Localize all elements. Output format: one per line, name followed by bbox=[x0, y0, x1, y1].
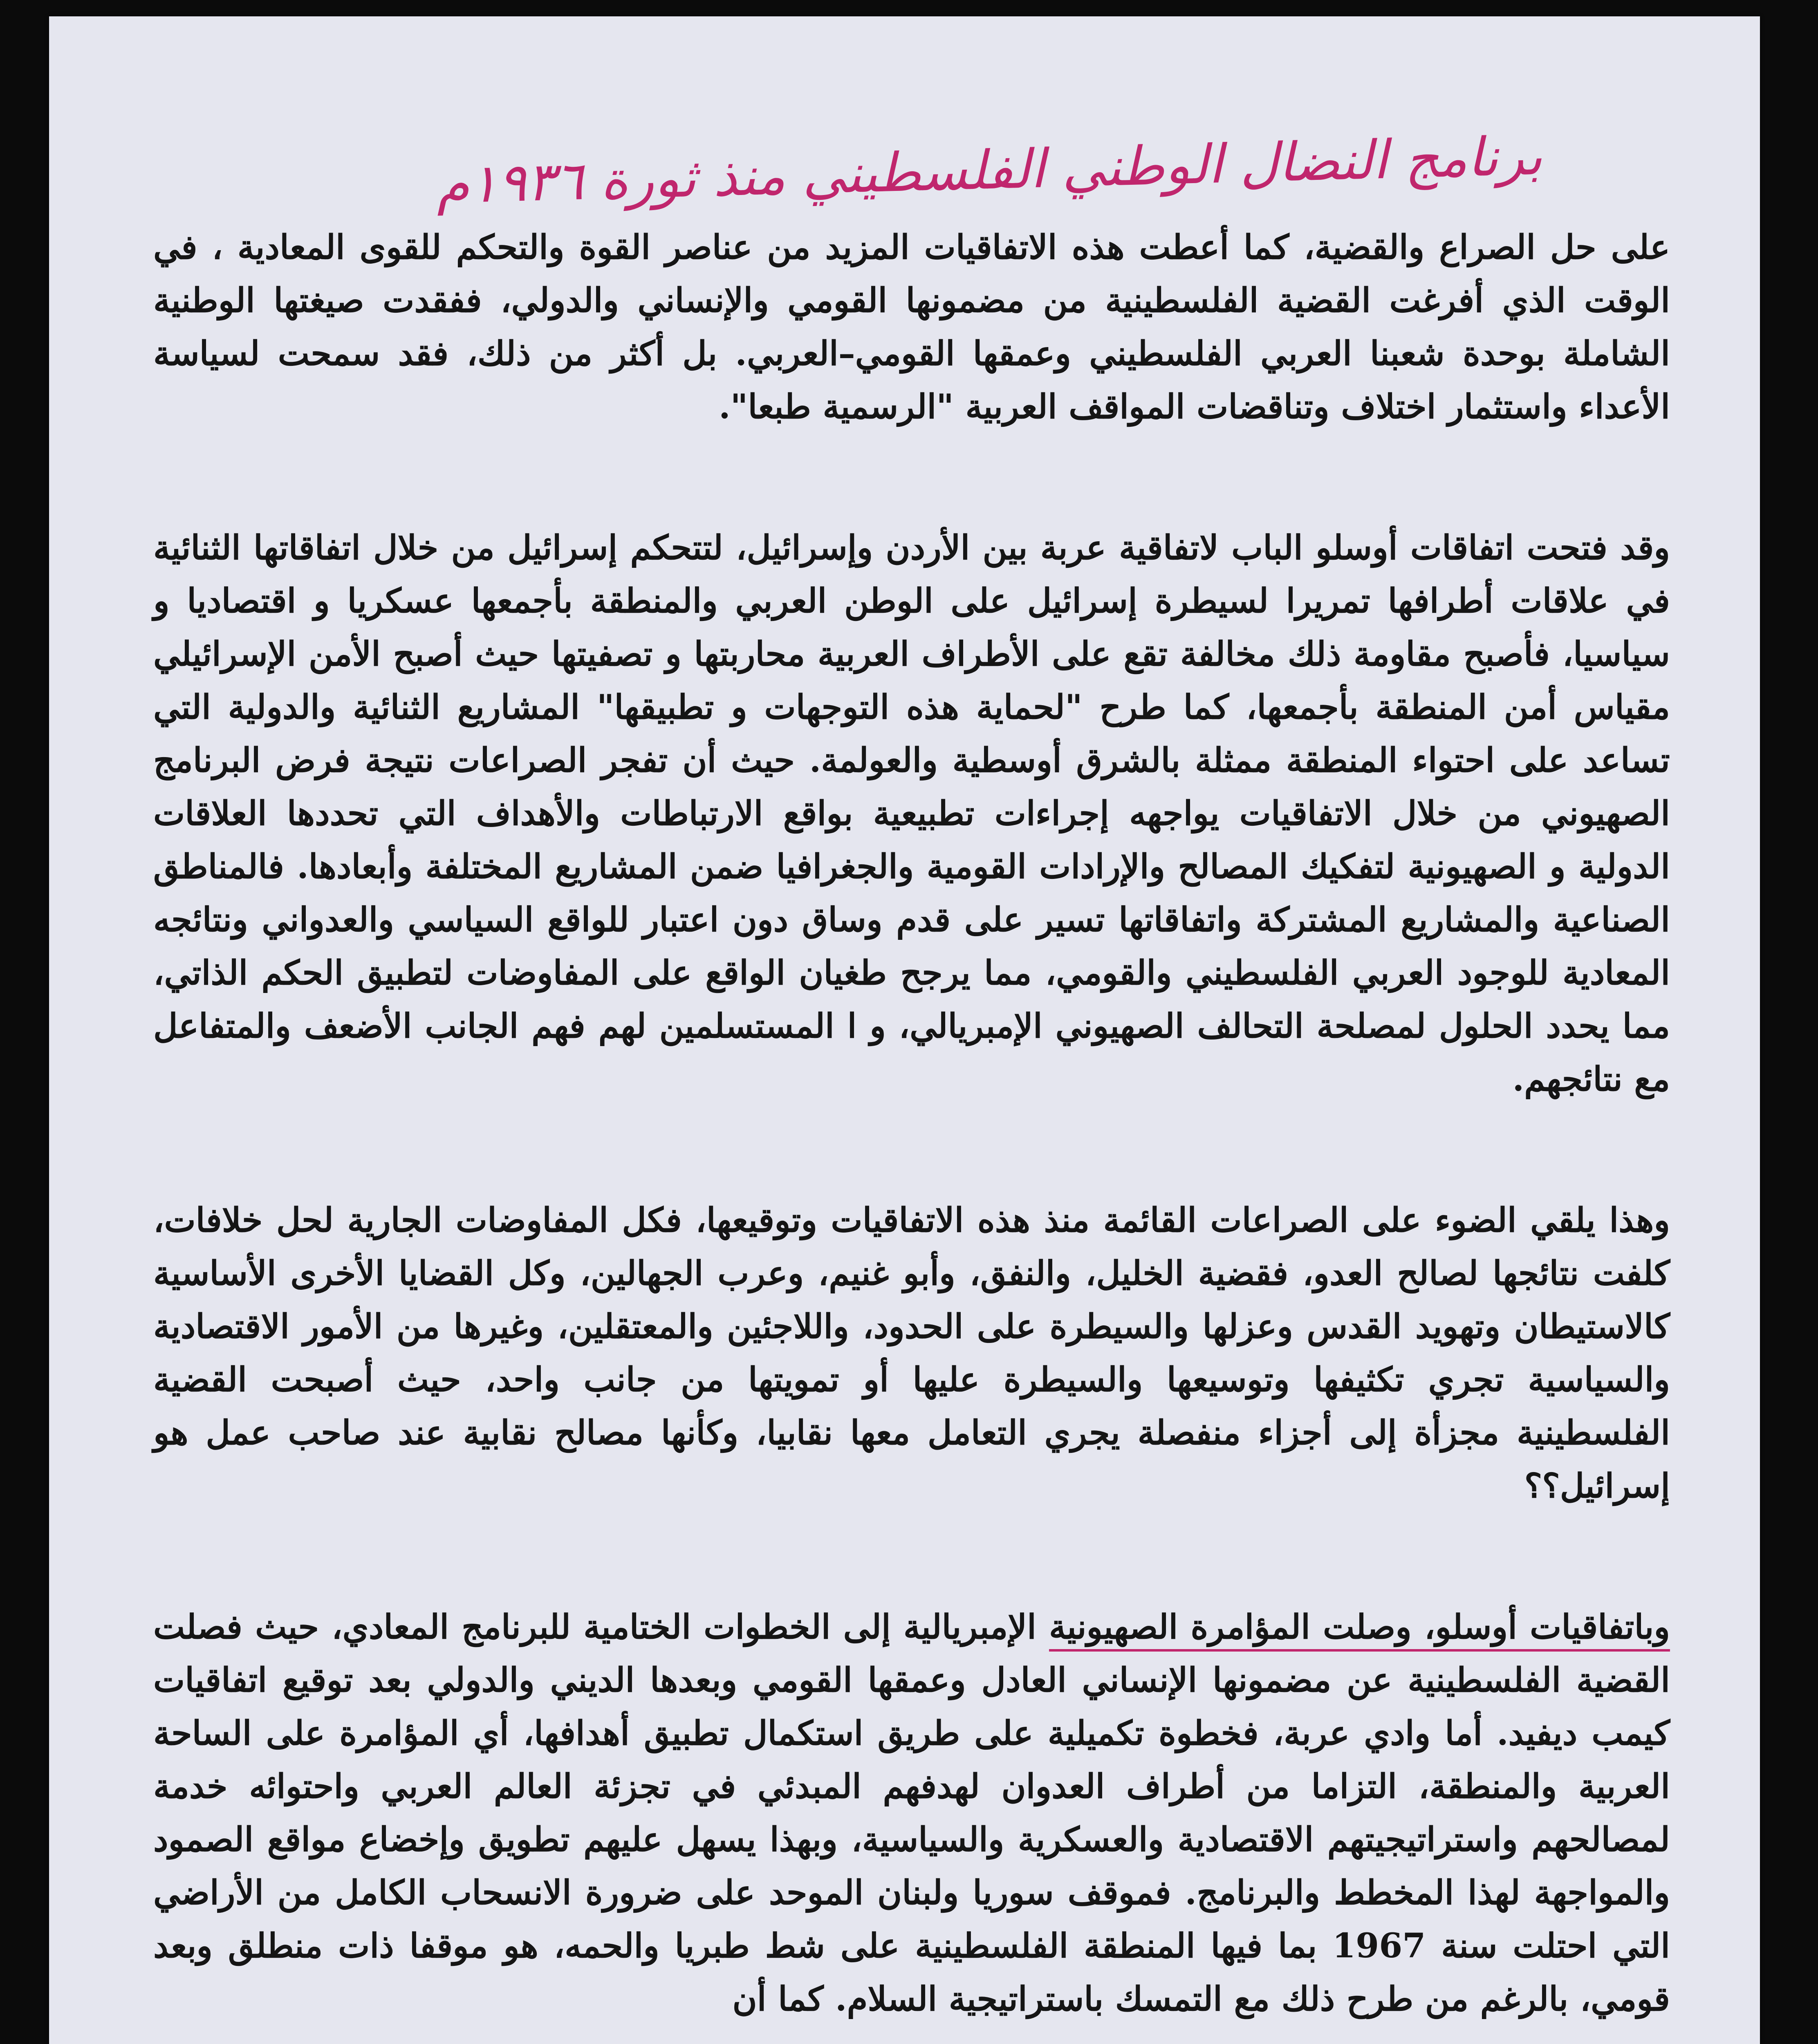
paragraph-4-rest: الإمبريالية إلى الخطوات الختامية للبرنامج المعادي، حيث فصلت القضية الفلسطينية عن مضمونها الإنساني العادل وعمقها القومي وبعدها الديني والدولي بعد توقيع اتفاقيات كيمب ديفيد. أما وادي عربة، فخطوة تكميلية على طريق استكمال تطبيق أهدافها، أي المؤامرة على الساحة العربية والمنطقة، التزاما من أطراف العدوان لهدفهم المبدئي في تجزئة العالم العربي واحتوائه خدمة لمصالحهم واستراتيجيتهم الاقتصادية والعسكرية والسياسية، وبهذا يسهل عليهم تطويق وإخضاع مواقع الصمود والمواجهة لهذا المخطط والبرنامج. فموقف سوريا ولبنان الموحد على ضرورة الانسحاب الكامل من الأراضي التي احتلت سنة 1967 بما فيها المنطقة الفلسطينية على شط طبريا والحمه، هو موقفا ذات منطلق وبعد قومي، بالرغم من طرح ذلك مع التمسك باستراتيجية السلام. كما أن bbox=[153, 1607, 1670, 2019]
document-page bbox=[49, 16, 1760, 2044]
paragraph-1: على حل الصراع والقضية، كما أعطت هذه الاتفاقيات المزيد من عناصر القوة والتحكم للقوى المعادية ، في الوقت الذي أفرغت القضية الفلسطينية من مضمونها القومي والإنساني والدولي، ففقدت صيغتها الوطنية الشاملة بوحدة شعبنا العربي الفلسطيني وعمقها القومي–العربي. بل أكثر من ذلك، فقد سمحت لسياسة الأعداء واستثمار اختلاف وتناقضات المواقف العربية "الرسمية طبعا". bbox=[153, 228, 1670, 426]
paragraph-2: وقد فتحت اتفاقات أوسلو الباب لاتفاقية عربة بين الأردن وإسرائيل، لتتحكم إسرائيل من خلال اتفاقاتها الثنائية في علاقات أطرافها تمريرا لسيطرة إسرائيل على الوطن العربي والمنطقة بأجمعها عسكريا و اقتصاديا و سياسيا، فأصبح مقاومة ذلك مخالفة تقع على الأطراف العربية محاربتها و تصفيتها حيث أصبح الأمن الإسرائيلي مقياس أمن المنطقة بأجمعها، كما طرح "لحماية هذه التوجهات و تطبيقها" المشاريع الثنائية والدولية التي تساعد على احتواء المنطقة ممثلة بالشرق أوسطية والعولمة. حيث أن تفجر الصراعات نتيجة فرض البرنامج الصهيوني من خلال الاتفاقيات يواجهه إجراءات تطبيعية بواقع الارتباطات والأهداف التي تحددها العلاقات الدولية و الصهيونية لتفكيك المصالح والإرادات القومية والجغرافيا ضمن المشاريع المختلفة وأبعادها. فالمناطق الصناعية والمشاريع المشتركة واتفاقاتها تسير على قدم وساق دون اعتبار للواقع السياسي والعدواني ونتائجه المعادية للوجود العربي الفلسطيني والقومي، مما يرجح طغيان الواقع على المفاوضات لتطبيق الحكم الذاتي، مما يحدد الحلول لمصلحة التحالف الصهيوني الإمبريالي، و ا المستسلمين لهم فهم الجانب الأضعف والمتفاعل مع نتائجهم. bbox=[153, 528, 1670, 1099]
handwritten-title: برنامج النضال الوطني الفلسطيني منذ ثورة ١٩٣٦م bbox=[435, 124, 1543, 216]
underlined-phrase: وباتفاقيات أوسلو، وصلت المؤامرة الصهيونية bbox=[1049, 1607, 1670, 1652]
paragraph-4 bbox=[153, 1600, 1670, 2026]
paragraph-3: وهذا يلقي الضوء على الصراعات القائمة منذ هذه الاتفاقيات وتوقيعها، فكل المفاوضات الجارية لحل خلافات، كلفت نتائجها لصالح العدو، فقضية الخليل، والنفق، وأبو غنيم، وعرب الجهالين، وكل القضايا الأخرى الأساسية كالاستيطان وتهويد القدس وعزلها والسيطرة على الحدود، واللاجئين والمعتقلين، وغيرها من الأمور الاقتصادية والسياسية تجري تكثيفها وتوسيعها والسيطرة عليها أو تمويتها من جانب واحد، حيث أصبحت القضية الفلسطينية مجزأة إلى أجزاء منفصلة يجري التعامل معها نقابيا، وكأنها مصالح نقابية عند صاحب عمل هو إسرائيل؟؟ bbox=[153, 1201, 1670, 1506]
document-body bbox=[153, 221, 1670, 2044]
